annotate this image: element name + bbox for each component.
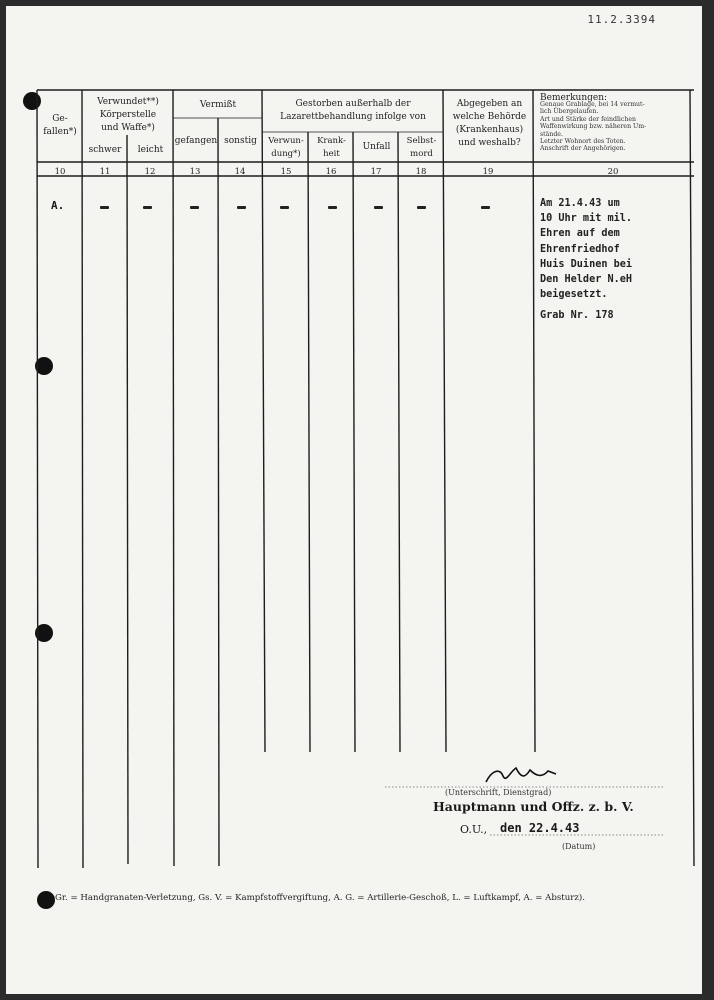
header-schwer: schwer (88, 145, 122, 155)
header-handed-3: (Krankenhaus) (455, 125, 524, 135)
remarks-instructions (540, 101, 690, 153)
column-number: 14 (234, 167, 246, 177)
grave-number: Grab Nr. 178 (540, 310, 614, 322)
header-missing: Vermißt (199, 100, 237, 110)
column-number: 15 (280, 167, 292, 177)
remarks-instruction-line: Art und Stärke der feindlichen (540, 115, 637, 123)
rank-stamp: Hauptmann und Offz. z. b. V. (433, 799, 634, 814)
empty-dash (328, 206, 337, 209)
header-sonstig: sonstig (224, 136, 257, 146)
column-number: 12 (144, 167, 156, 177)
remarks-line: Den Helder N.eH (540, 274, 633, 286)
header-leicht: leicht (137, 145, 164, 155)
header-selbstmord: Selbst-mord (406, 136, 437, 159)
header-krankheit: Krank-heit (317, 136, 346, 159)
archive-reference: 11.2.3394 (587, 13, 656, 26)
header-wounded-3: und Waffe*) (101, 123, 155, 133)
header-gefallen: Ge-fallen*) (43, 114, 77, 137)
handwritten-signature (486, 768, 556, 782)
remarks-instruction-line: Genaue Grablage, bei 14 vermut- (540, 101, 645, 108)
column-number: 10 (54, 167, 66, 177)
header-unfall: Unfall (362, 142, 391, 152)
empty-dash (417, 206, 426, 209)
column-number: 11 (99, 167, 111, 177)
column-number: 17 (370, 167, 382, 177)
header-remarks: Bemerkungen: (540, 93, 608, 103)
header-died-2: Lazarettbehandlung infolge von (280, 112, 426, 122)
remarks-instruction-line: stände. (540, 130, 563, 138)
column-number: 13 (189, 167, 201, 177)
empty-dash (190, 206, 199, 209)
place-label: O.U., (460, 823, 488, 836)
header-wounded-1: Verwundet**) (97, 97, 159, 107)
empty-dash (237, 206, 246, 209)
header-handed-2: welche Behörde (452, 112, 527, 122)
empty-dash (481, 206, 490, 209)
remarks-instruction-line: lich Übergelaufen. (540, 108, 599, 116)
date-value: den 22.4.43 (500, 821, 580, 835)
remarks-line: Ehren auf dem (540, 228, 620, 240)
remarks-line: 10 Uhr mit mil. (540, 213, 633, 225)
remarks-entry (540, 196, 700, 324)
remarks-line: Ehrenfriedhof (540, 243, 620, 255)
header-handed-4: und weshalb? (458, 138, 521, 148)
signature-caption: (Unterschrift, Dienstgrad) (445, 788, 552, 797)
remarks-instruction-line: Waffenwirkung bzw. näheren Um- (540, 123, 647, 131)
empty-dash (374, 206, 383, 209)
header-wounded-2: Körperstelle (99, 110, 157, 120)
header-verwundung: Verwun-dung*) (268, 136, 304, 159)
empty-dash (280, 206, 289, 209)
empty-dash (143, 206, 152, 209)
column-number: 18 (415, 167, 427, 177)
column-number: 16 (325, 167, 337, 177)
remarks-line: Huis Duinen bei (540, 258, 633, 270)
header-handed-1: Abgegeben an (456, 99, 523, 109)
abbreviation-legend: Gr. = Handgranaten-Verletzung, Gs. V. = Kampfstoffvergiftung, A. G. = Artillerie-Geschoß, L. = Luftkampf, A. = Absturz). (55, 893, 585, 903)
date-caption: (Datum) (562, 842, 596, 851)
remarks-line: Am 21.4.43 um (540, 198, 620, 209)
empty-dash (100, 206, 109, 209)
header-died-1: Gestorben außerhalb der (295, 99, 411, 109)
remarks-line: beigesetzt. (540, 289, 608, 301)
remarks-instruction-line: Letzter Wohnort des Toten. (540, 138, 626, 146)
column-number: 19 (482, 167, 494, 177)
fallen-mark: A. (51, 199, 65, 212)
remarks-instruction-line: Anschrift der Angehörigen. (540, 145, 626, 153)
column-number: 20 (607, 167, 619, 177)
header-gefangen: gefangen (174, 136, 218, 146)
